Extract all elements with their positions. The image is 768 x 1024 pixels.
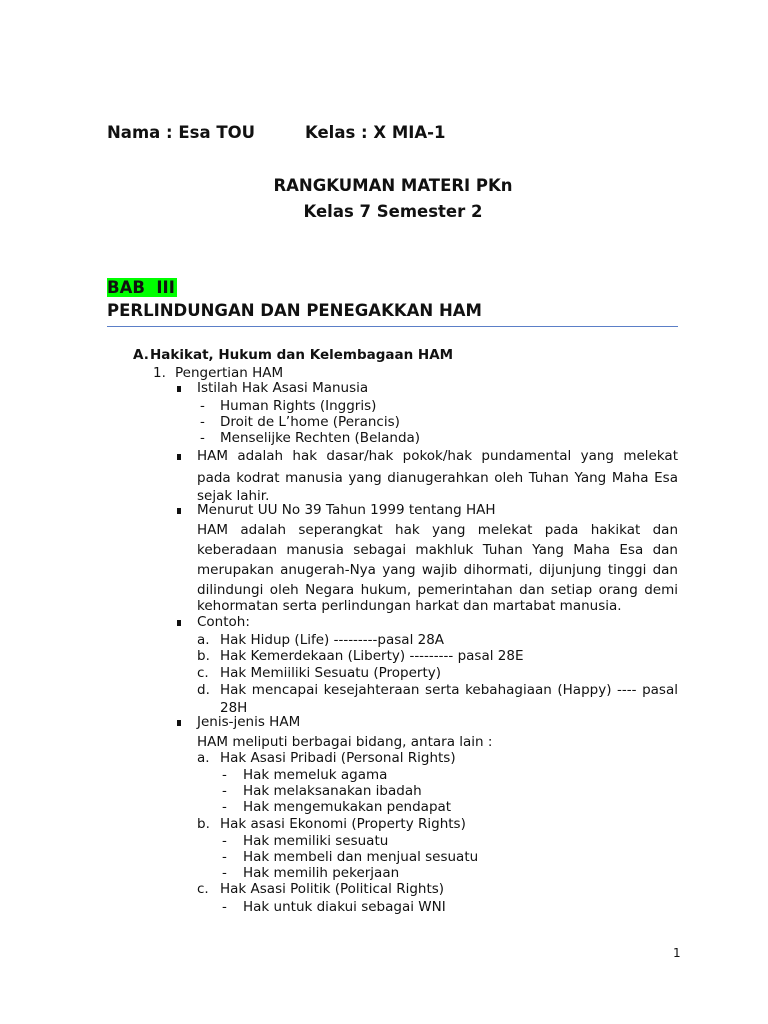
item-marker: a. [197,632,210,648]
chapter-title: PERLINDUNGAN DAN PENEGAKKAN HAM [107,301,482,320]
dash-marker: - [222,833,227,849]
student-name: Nama : Esa TOU [107,123,256,142]
bullet-text: Jenis-jenis HAM [197,714,301,730]
list-item: Hak Asasi Pribadi (Personal Rights) [220,750,456,766]
heading-underline [107,326,678,327]
paragraph-line: keberadaan manusia sebagai makhluk Tuhan Yang Maha Esa dan [197,542,678,558]
bullet-text: Istilah Hak Asasi Manusia [197,380,369,396]
list-item: Hak membeli dan menjual sesuatu [243,849,479,865]
list-item: Hak Kemerdekaan (Liberty) --------- pasal 28E [220,648,524,664]
chapter-label: BAB III [107,278,175,297]
paragraph-line: HAM meliputi berbagai bidang, antara lain : [197,734,493,750]
sub-marker: 1. [153,365,166,381]
dash-marker: - [222,767,227,783]
list-item: Hak memilih pekerjaan [243,865,400,881]
page-number: 1 [673,946,681,960]
item-marker: b. [197,648,210,664]
list-item: Hak melaksanakan ibadah [243,783,422,799]
paragraph-line: HAM adalah hak dasar/hak pokok/hak pundamental yang melekat [197,448,678,464]
sub-heading: Pengertian HAM [175,365,284,381]
list-item: Droit de L’home (Perancis) [220,414,400,430]
list-item: Hak untuk diakui sebagai WNI [243,899,446,915]
list-item: Hak memiliki sesuatu [243,833,389,849]
dash-marker: - [222,783,227,799]
paragraph-line: HAM adalah seperangkat hak yang melekat pada hakikat dan [197,522,678,538]
bullet-icon [177,454,181,460]
dash-marker: - [222,799,227,815]
list-item: Hak mencapai kesejahteraan serta kebahagiaan (Happy) ---- pasal [220,682,678,698]
student-class: Kelas : X MIA-1 [305,123,446,142]
section-heading: Hakikat, Hukum dan Kelembagaan HAM [150,347,454,363]
bullet-icon [177,386,181,392]
dash-marker: - [222,865,227,881]
bullet-text: Menurut UU No 39 Tahun 1999 tentang HAH [197,502,496,518]
list-item: Hak mengemukakan pendapat [243,799,452,815]
dash-marker: - [222,849,227,865]
item-marker: c. [197,881,209,897]
list-item: Hak Hidup (Life) ---------pasal 28A [220,632,445,648]
dash-marker: - [200,430,205,446]
paragraph-line: merupakan anugerah-Nya yang wajib dihormati, dijunjung tinggi dan [197,562,678,578]
bullet-text: Contoh: [197,614,250,630]
bullet-icon [177,620,181,626]
list-item: Human Rights (Inggris) [220,398,377,414]
doc-subtitle: Kelas 7 Semester 2 [303,202,483,221]
list-item-continuation: 28H [220,700,248,716]
list-item: Hak Memiiliki Sesuatu (Property) [220,665,442,681]
list-item: Hak Asasi Politik (Political Rights) [220,881,445,897]
paragraph-line: sejak lahir. [197,488,270,504]
list-item: Hak memeluk agama [243,767,388,783]
list-item: Hak asasi Ekonomi (Property Rights) [220,816,466,832]
paragraph-line: pada kodrat manusia yang dianugerahkan oleh Tuhan Yang Maha Esa [197,470,678,486]
bullet-icon [177,720,181,726]
item-marker: c. [197,665,209,681]
item-marker: a. [197,750,210,766]
bullet-icon [177,508,181,514]
paragraph-line: dilindungi oleh Negara hukum, pemerintahan dan setiap orang demi [197,582,678,598]
dash-marker: - [222,899,227,915]
section-marker: A. [133,347,149,363]
item-marker: d. [197,682,210,698]
paragraph-line: kehormatan serta perlindungan harkat dan martabat manusia. [197,598,622,614]
doc-title: RANGKUMAN MATERI PKn [273,176,513,195]
list-item: Menselijke Rechten (Belanda) [220,430,421,446]
item-marker: b. [197,816,210,832]
dash-marker: - [200,398,205,414]
dash-marker: - [200,414,205,430]
